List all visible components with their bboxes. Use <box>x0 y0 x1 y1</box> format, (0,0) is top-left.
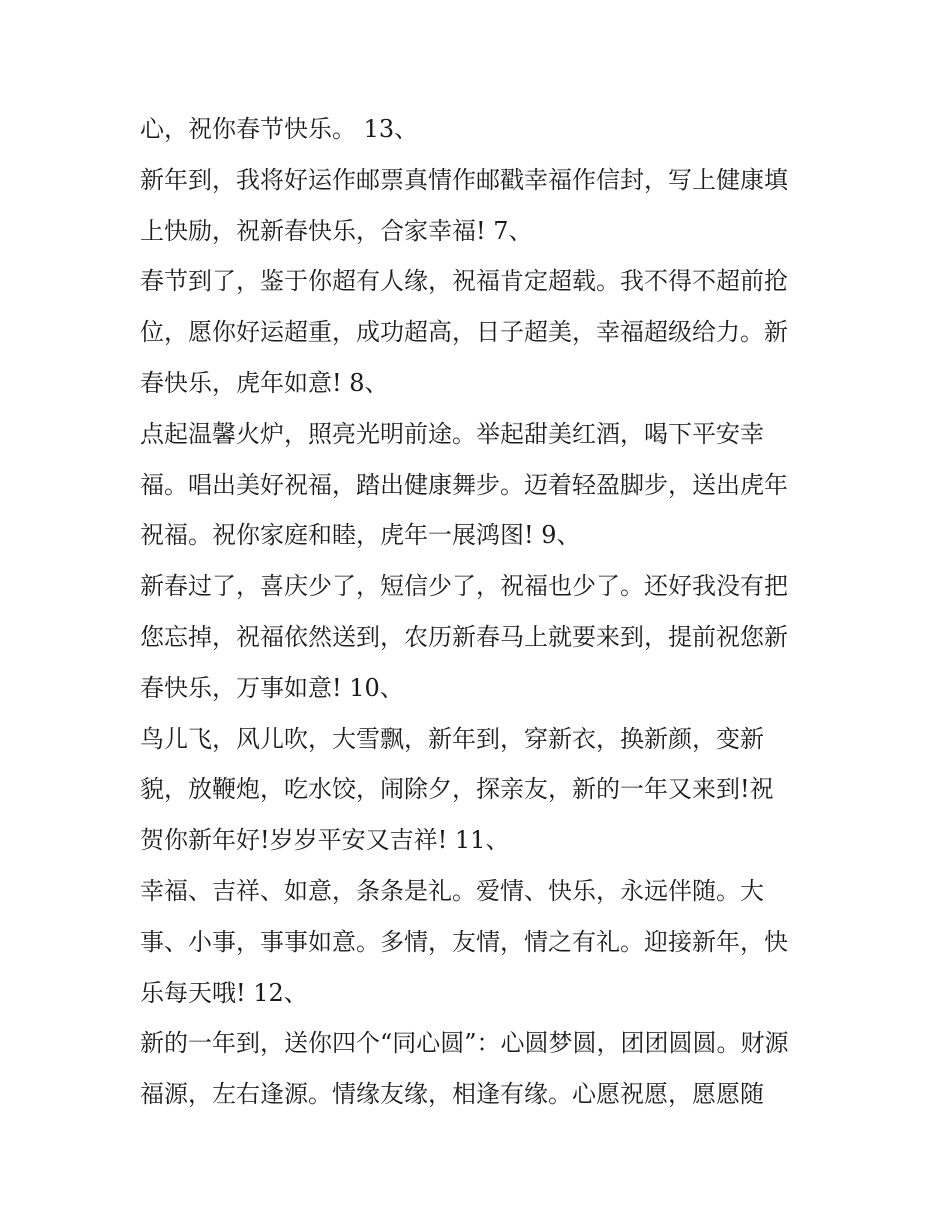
text-line: 春快乐，虎年如意! 8、 <box>140 368 389 397</box>
text-line: 貌，放鞭炮，吃水饺，闹除夕，探亲友，新的一年又来到!祝 <box>140 775 774 804</box>
text-line: 事、小事，事事如意。多情，友情，情之有礼。迎接新年，快 <box>140 927 788 956</box>
text-line: 上快励，祝新春快乐，合家幸福! 7、 <box>140 216 533 245</box>
text-line: 贺你新年好!岁岁平安又吉祥! 11、 <box>140 826 510 855</box>
text-line: 祝福。祝你家庭和睦，虎年一展鸿图! 9、 <box>140 521 581 550</box>
text-line: 新年到，我将好运作邮票真情作邮戳幸福作信封，写上健康填 <box>140 165 788 194</box>
text-line: 位，愿你好运超重，成功超高，日子超美，幸福超级给力。新 <box>140 318 788 347</box>
text-line: 新的一年到，送你四个“同心圆”：心圆梦圆，团团圆圆。财源 <box>140 1029 789 1058</box>
text-line: 新春过了，喜庆少了，短信少了，祝福也少了。还好我没有把 <box>140 572 788 601</box>
text-line: 福。唱出美好祝福，踏出健康舞步。迈着轻盈脚步，送出虎年 <box>140 470 788 499</box>
text-line: 幸福、吉祥、如意，条条是礼。爱情、快乐，永远伴随。大 <box>140 876 764 905</box>
text-line: 点起温馨火炉，照亮光明前途。举起甜美红酒，喝下平安幸 <box>140 419 764 448</box>
text-line: 乐每天哦! 12、 <box>140 978 308 1007</box>
text-line: 心，祝你春节快乐。 13、 <box>140 115 419 143</box>
text-line: 福源，左右逢源。情缘友缘，相逢有缘。心愿祝愿，愿愿随 <box>140 1080 764 1109</box>
text-line: 春快乐，万事如意! 10、 <box>140 673 404 702</box>
text-line: 鸟儿飞，风儿吹，大雪飘，新年到，穿新衣，换新颜，变新 <box>140 724 764 753</box>
body-text <box>140 104 830 1120</box>
text-line: 您忘掉，祝福依然送到，农历新春马上就要来到，提前祝您新 <box>140 622 788 651</box>
text-line: 春节到了，鉴于你超有人缘，祝福肯定超载。我不得不超前抢 <box>140 267 788 296</box>
